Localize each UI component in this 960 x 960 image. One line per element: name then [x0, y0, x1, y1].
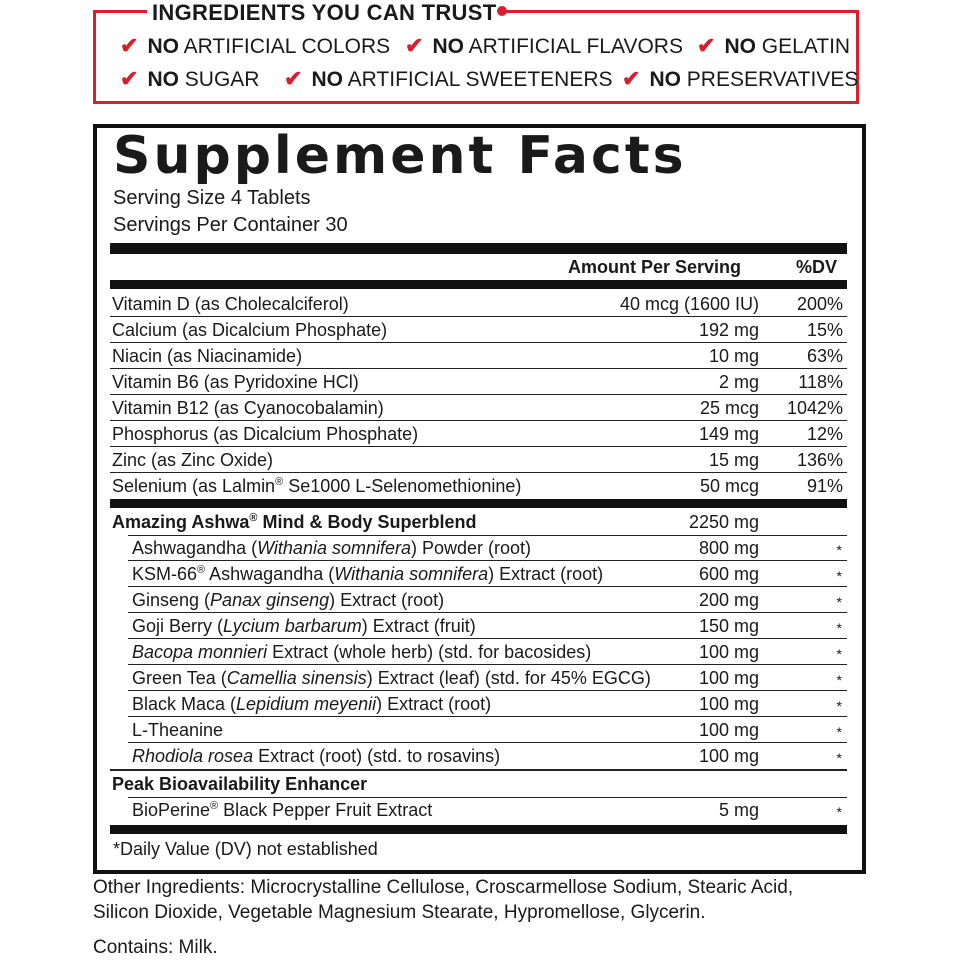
nutrient-row	[110, 395, 847, 421]
blend-item-name: L-Theanine	[132, 720, 224, 740]
enhancer-row	[110, 771, 847, 797]
nutrient-dv: 15%	[806, 320, 843, 340]
blend-name: Amazing Ashwa® Mind & Body Superblend	[112, 512, 477, 532]
blend-item-name: Black Maca (Lepidium meyenii) Extract (root)	[132, 694, 492, 714]
check-icon: ✔	[697, 33, 716, 58]
nutrient-amount: 10 mg	[708, 346, 759, 366]
nutrient-row	[110, 343, 847, 369]
enhancer-item-amount: 5 mg	[718, 800, 759, 820]
blend-item-amount: 200 mg	[698, 590, 759, 610]
blend-item-row	[128, 639, 847, 665]
claim-no-sugar: ✔ NO SUGAR	[120, 66, 260, 91]
header-divider	[110, 280, 847, 289]
blend-item-name: Rhodiola rosea Extract (root) (std. to rosavins)	[132, 746, 501, 766]
other-ingredients-line-2: Silicon Dioxide, Vegetable Magnesium Stearate, Hypromellose, Glycerin.	[93, 902, 706, 923]
claim-no-gelatin: ✔ NO GELATIN	[697, 33, 851, 58]
check-icon: ✔	[284, 66, 303, 91]
serving-size: Serving Size 4 Tablets	[113, 187, 311, 209]
blend-item-name: Bacopa monnieri Extract (whole herb) (std. for bacosides)	[132, 642, 592, 662]
blend-item-row	[128, 613, 847, 639]
nutrient-dv: 91%	[806, 476, 843, 496]
nutrient-dv: 200%	[796, 294, 843, 314]
nutrient-dv: 118%	[798, 372, 843, 392]
nutrient-row	[110, 421, 847, 447]
blend-item-name: KSM-66® Ashwagandha (Withania somnifera) Extract (root)	[132, 564, 604, 584]
nutrient-row	[110, 369, 847, 395]
blend-item-amount: 800 mg	[698, 538, 759, 558]
amount-per-serving-header: Amount Per Serving	[568, 257, 742, 277]
blend-item-row	[128, 665, 847, 691]
bottom-divider	[110, 825, 847, 834]
blend-item-amount: 100 mg	[698, 746, 759, 766]
nutrient-name: Phosphorus (as Dicalcium Phosphate)	[112, 424, 419, 444]
check-icon: ✔	[120, 33, 139, 58]
nutrient-amount: 50 mcg	[699, 476, 759, 496]
nutrient-row	[110, 291, 847, 317]
blend-item-dv: *	[836, 750, 842, 766]
nutrient-name: Vitamin D (as Cholecalciferol)	[112, 294, 349, 314]
trust-box-top-border-right	[505, 10, 859, 13]
panel-title: Supplement Facts	[113, 126, 687, 186]
blend-item-amount: 150 mg	[698, 616, 759, 636]
servings-per-container: Servings Per Container 30	[113, 214, 348, 236]
blend-item-amount: 100 mg	[698, 642, 759, 662]
blend-item-amount: 600 mg	[698, 564, 759, 584]
blend-item-row	[128, 561, 847, 587]
nutrient-dv: 63%	[806, 346, 843, 366]
trust-box-dot	[497, 6, 507, 16]
claim-no-artificial-colors: ✔ NO ARTIFICIAL COLORS	[120, 33, 391, 58]
blend-item-dv: *	[836, 542, 842, 558]
blend-item-name: Ashwagandha (Withania somnifera) Powder (root)	[132, 538, 532, 558]
nutrient-amount: 40 mcg (1600 IU)	[619, 294, 759, 314]
nutrient-name: Calcium (as Dicalcium Phosphate)	[112, 320, 388, 340]
nutrient-row	[110, 317, 847, 343]
check-icon: ✔	[120, 66, 139, 91]
nutrient-dv: 1042%	[786, 398, 843, 418]
blend-item-amount: 100 mg	[698, 694, 759, 714]
nutrient-dv: 12%	[806, 424, 843, 444]
blend-item-dv: *	[836, 620, 842, 636]
thick-divider	[110, 243, 847, 254]
section-divider	[110, 499, 847, 508]
blend-item-row	[128, 743, 847, 769]
claim-no-preservatives: ✔ NO PRESERVATIVES	[622, 66, 859, 91]
nutrient-amount: 149 mg	[698, 424, 759, 444]
blend-item-dv: *	[836, 568, 842, 584]
nutrient-dv: 136%	[796, 450, 843, 470]
nutrient-amount: 2 mg	[718, 372, 759, 392]
blend-item-row	[128, 535, 847, 561]
nutrient-name: Vitamin B6 (as Pyridoxine HCl)	[112, 372, 359, 392]
blend-item-row	[128, 717, 847, 743]
nutrient-amount: 15 mg	[708, 450, 759, 470]
blend-item-dv: *	[836, 594, 842, 610]
blend-item-dv: *	[836, 672, 842, 688]
nutrient-row	[110, 447, 847, 473]
enhancer-item-dv: *	[836, 804, 842, 820]
blend-item-amount: 100 mg	[698, 668, 759, 688]
dv-footnote: *Daily Value (DV) not established	[113, 839, 378, 859]
blend-item-row	[128, 587, 847, 613]
blend-item-name: Goji Berry (Lycium barbarum) Extract (fruit)	[132, 616, 476, 636]
trust-box-top-border-left	[93, 10, 147, 13]
enhancer-item-name: BioPerine® Black Pepper Fruit Extract	[132, 800, 433, 820]
enhancer-name: Peak Bioavailability Enhancer	[112, 774, 368, 794]
blend-amount: 2250 mg	[688, 512, 759, 532]
nutrient-row	[110, 473, 847, 499]
blend-row	[110, 509, 847, 535]
nutrient-amount: 25 mcg	[699, 398, 759, 418]
nutrient-name: Selenium (as Lalmin® Se1000 L-Selenomethionine)	[112, 476, 522, 496]
nutrient-name: Niacin (as Niacinamide)	[112, 346, 303, 366]
nutrient-amount: 192 mg	[698, 320, 759, 340]
blend-item-amount: 100 mg	[698, 720, 759, 740]
nutrient-name: Vitamin B12 (as Cyanocobalamin)	[112, 398, 384, 418]
blend-item-row	[128, 691, 847, 717]
check-icon: ✔	[622, 66, 641, 91]
allergen-statement: Contains: Milk.	[93, 937, 218, 958]
claim-no-artificial-flavors: ✔ NO ARTIFICIAL FLAVORS	[405, 33, 683, 58]
dv-header: %DV	[796, 257, 838, 277]
blend-item-dv: *	[836, 724, 842, 740]
other-ingredients-line-1: Other Ingredients: Microcrystalline Cellulose, Croscarmellose Sodium, Stearic Acid,	[93, 877, 794, 898]
blend-item-name: Green Tea (Camellia sinensis) Extract (leaf) (std. for 45% EGCG)	[132, 668, 651, 688]
blend-item-dv: *	[836, 646, 842, 662]
nutrient-name: Zinc (as Zinc Oxide)	[112, 450, 274, 470]
check-icon: ✔	[405, 33, 424, 58]
blend-item-name: Ginseng (Panax ginseng) Extract (root)	[132, 590, 445, 610]
enhancer-item-row	[128, 797, 847, 823]
blend-item-dv: *	[836, 698, 842, 714]
trust-title: INGREDIENTS YOU CAN TRUST	[152, 0, 497, 25]
claim-no-artificial-sweeteners: ✔ NO ARTIFICIAL SWEETENERS	[284, 66, 613, 91]
